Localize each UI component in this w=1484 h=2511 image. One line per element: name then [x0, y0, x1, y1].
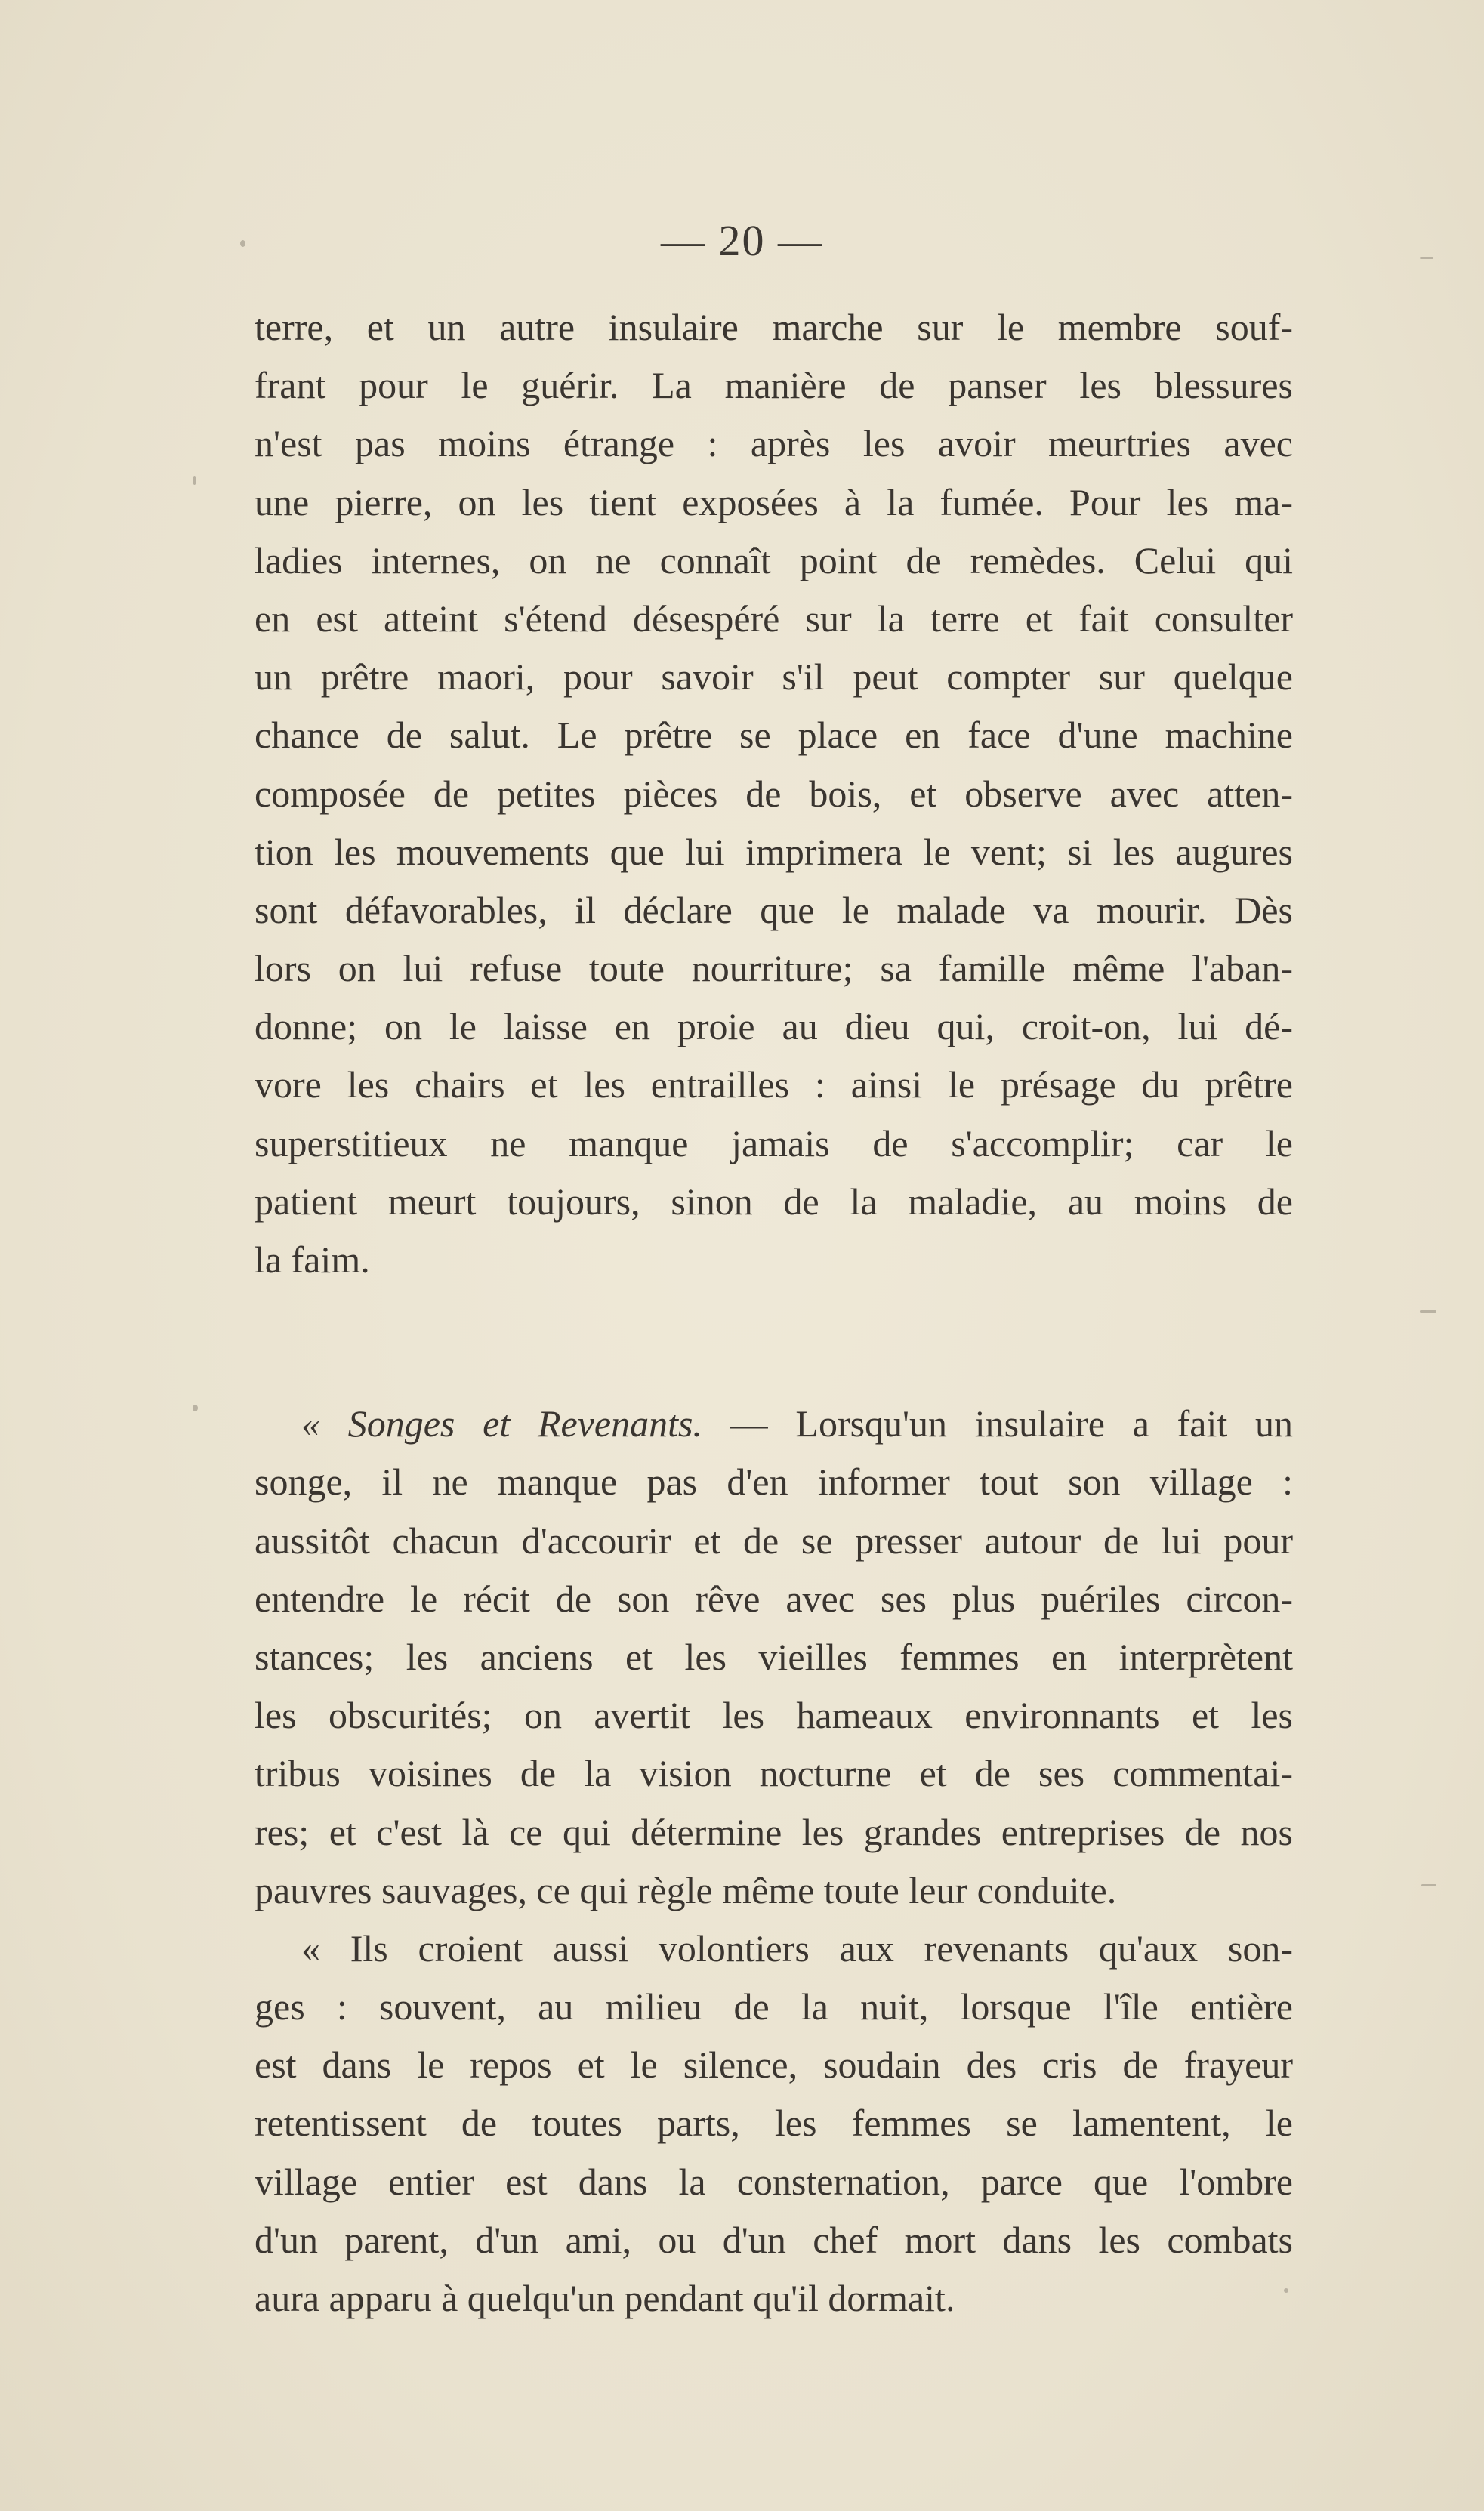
text-line: une pierre, on les tient exposées à la fumée. Pour les ma-	[255, 480, 1293, 523]
text-line: frant pour le guérir. La manière de panser les blessures	[255, 364, 1293, 407]
text-line: res; et c'est là ce qui détermine les grandes entreprises de nos	[255, 1810, 1293, 1853]
paper-speck	[193, 1405, 198, 1411]
text-line: aura apparu à quelqu'un pendant qu'il dormait.	[255, 2277, 955, 2319]
paragraph-1	[255, 298, 1293, 1289]
text-line: en est atteint s'étend désespéré sur la terre et fait consulter	[255, 597, 1293, 640]
text-line: village entier est dans la consternation, parce que l'ombre	[255, 2160, 1293, 2203]
text-line: ladies internes, on ne connaît point de remèdes. Celui qui	[255, 538, 1293, 581]
section-heading-line	[255, 1395, 1293, 1453]
text-line: patient meurt toujours, sinon de la maladie, au moins de	[255, 1180, 1293, 1223]
paragraph-3	[255, 1920, 1293, 2327]
text-line: entendre le récit de son rêve avec ses plus puériles circon-	[255, 1577, 1293, 1620]
paper-speck	[193, 476, 196, 485]
text-line: chance de salut. Le prêtre se place en face d'une machine	[255, 714, 1293, 757]
text-line: superstitieux ne manque jamais de s'accomplir; car le	[255, 1121, 1293, 1164]
text-line: vore les chairs et les entrailles : ainsi le présage du prêtre	[255, 1063, 1293, 1106]
text-line: ges : souvent, au milieu de la nuit, lorsque l'île entière	[255, 1985, 1293, 2028]
text-line: la faim.	[255, 1239, 370, 1281]
paragraph-spacer	[255, 1289, 1293, 1395]
text-line: stances; les anciens et les vieilles femmes en interprètent	[255, 1635, 1293, 1678]
text-line: d'un parent, d'un ami, ou d'un chef mort dans les combats	[255, 2218, 1293, 2261]
text-line: aussitôt chacun d'accourir et de se presser autour de lui pour	[255, 1519, 1293, 1562]
text-line: songe, il ne manque pas d'en informer tout son village :	[255, 1461, 1293, 1504]
text-line: composée de petites pièces de bois, et observe avec atten-	[255, 772, 1293, 815]
section-heading: « Songes et Revenants.	[301, 1402, 702, 1445]
text-line: sont défavorables, il déclare que le malade va mourir. Dès	[255, 888, 1293, 931]
text-line: « Ils croient aussi volontiers aux revenants qu'aux son-	[301, 1926, 1293, 1970]
text-line: est dans le repos et le silence, soudain des cris de frayeur	[255, 2044, 1293, 2087]
text-line: lors on lui refuse toute nourriture; sa famille même l'aban-	[255, 947, 1293, 990]
text-line: un prêtre maori, pour savoir s'il peut compter sur quelque	[255, 656, 1293, 699]
body-text	[255, 298, 1293, 2327]
text-line: tion les mouvements que lui imprimera le vent; si les augures	[255, 830, 1293, 873]
text-line: retentissent de toutes parts, les femmes se lamentent, le	[255, 2102, 1293, 2145]
text-line: les obscurités; on avertit les hameaux environnants et les	[255, 1694, 1293, 1737]
text-line: pauvres sauvages, ce qui règle même toute leur conduite.	[255, 1868, 1117, 1911]
text-line: terre, et un autre insulaire marche sur le membre souf-	[255, 306, 1293, 348]
text-line: donne; on le laisse en proie au dieu qui, croit-on, lui dé-	[255, 1005, 1293, 1048]
paper-speck	[1421, 1884, 1436, 1886]
text-line: tribus voisines de la vision nocturne et de ses commentai-	[255, 1752, 1293, 1795]
paper-speck	[1420, 1310, 1436, 1313]
text-line: n'est pas moins étrange : après les avoir meurtries avec	[255, 422, 1293, 465]
paragraph-2	[255, 1395, 1293, 1920]
page-number: — 20 —	[661, 216, 823, 265]
heading-line-text: — Lorsqu'un insulaire a fait un	[702, 1402, 1293, 1445]
